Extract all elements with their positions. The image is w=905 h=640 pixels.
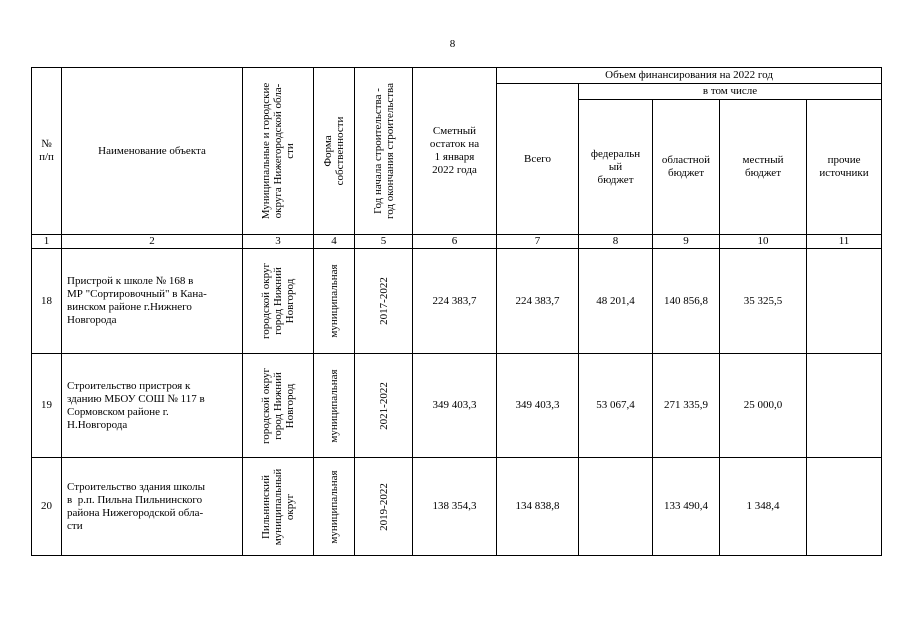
row-years	[355, 458, 413, 556]
row-municipal	[243, 458, 314, 556]
row-local: 25 000,0	[720, 354, 807, 458]
header-years-text: Год начала строительства - год окончания строительства	[371, 83, 396, 219]
row-total: 134 838,8	[497, 458, 579, 556]
row-regional: 271 335,9	[653, 354, 720, 458]
header-funding-group: Объем финансирования на 2022 год	[497, 68, 882, 84]
row-num: 20	[32, 458, 62, 556]
column-numbers-row	[32, 235, 882, 249]
row-regional: 133 490,4	[653, 458, 720, 556]
row-ownership	[314, 249, 355, 354]
header-other: прочие источники	[807, 100, 882, 235]
page-number: 8	[449, 38, 456, 50]
header-municipal-text: Муниципальные и городские округа Нижегородской обла- сти	[260, 82, 296, 220]
column-number: 1	[32, 235, 62, 249]
row-federal	[579, 458, 653, 556]
column-number: 4	[314, 235, 355, 249]
row-federal: 48 201,4	[579, 249, 653, 354]
table-row	[32, 458, 882, 556]
table-row	[32, 249, 882, 354]
row-estimate: 224 383,7	[413, 249, 497, 354]
column-number: 11	[807, 235, 882, 249]
row-federal: 53 067,4	[579, 354, 653, 458]
row-estimate: 138 354,3	[413, 458, 497, 556]
row-other	[807, 354, 882, 458]
row-total: 224 383,7	[497, 249, 579, 354]
column-number: 3	[243, 235, 314, 249]
header-ownership-text: Форма собственности	[322, 116, 346, 186]
header-name: Наименование объекта	[62, 68, 243, 235]
header-ownership	[314, 68, 355, 235]
header-estimate: Сметный остаток на 1 января 2022 года	[413, 68, 497, 235]
row-total: 349 403,3	[497, 354, 579, 458]
row-regional: 140 856,8	[653, 249, 720, 354]
row-years-text: 2019-2022	[377, 482, 390, 531]
header-total: Всего	[497, 84, 579, 235]
row-local: 1 348,4	[720, 458, 807, 556]
row-name: Пристрой к школе № 168 в МР "Сортировочный" в Кана- винском районе г.Нижнего Новгорода	[62, 249, 243, 354]
row-municipal-text: городской округ город Нижний Новгород	[260, 367, 296, 444]
header-including: в том числе	[579, 84, 882, 100]
row-ownership	[314, 458, 355, 556]
financing-table	[31, 67, 882, 556]
row-municipal-text: Пильнинский муниципальный округ	[260, 468, 296, 545]
header-row-1	[32, 68, 882, 84]
row-name: Строительство здания школы в р.п. Пильна Пильнинского района Нижегородской обла- сти	[62, 458, 243, 556]
row-ownership-text: муниципальная	[328, 264, 340, 338]
row-municipal-text: городской округ город Нижний Новгород	[260, 262, 296, 340]
row-years	[355, 249, 413, 354]
row-estimate: 349 403,3	[413, 354, 497, 458]
row-municipal	[243, 354, 314, 458]
header-num: № п/п	[32, 68, 62, 235]
column-number: 9	[653, 235, 720, 249]
header-local: местный бюджет	[720, 100, 807, 235]
header-municipal	[243, 68, 314, 235]
row-years	[355, 354, 413, 458]
row-local: 35 325,5	[720, 249, 807, 354]
column-number: 8	[579, 235, 653, 249]
column-number: 10	[720, 235, 807, 249]
row-ownership-text: муниципальная	[328, 469, 340, 544]
column-number: 5	[355, 235, 413, 249]
row-ownership	[314, 354, 355, 458]
column-number: 7	[497, 235, 579, 249]
row-num: 18	[32, 249, 62, 354]
row-other	[807, 249, 882, 354]
row-years-text: 2021-2022	[377, 381, 390, 430]
row-years-text: 2017-2022	[377, 277, 390, 325]
header-years	[355, 68, 413, 235]
row-ownership-text: муниципальная	[328, 368, 340, 443]
row-num: 19	[32, 354, 62, 458]
column-number: 6	[413, 235, 497, 249]
row-name: Строительство пристроя к зданию МБОУ СОШ № 117 в Сормовском районе г. Н.Новгорода	[62, 354, 243, 458]
column-number: 2	[62, 235, 243, 249]
row-municipal	[243, 249, 314, 354]
header-regional: областной бюджет	[653, 100, 720, 235]
table-row	[32, 354, 882, 458]
row-other	[807, 458, 882, 556]
header-federal: федеральн ый бюджет	[579, 100, 653, 235]
